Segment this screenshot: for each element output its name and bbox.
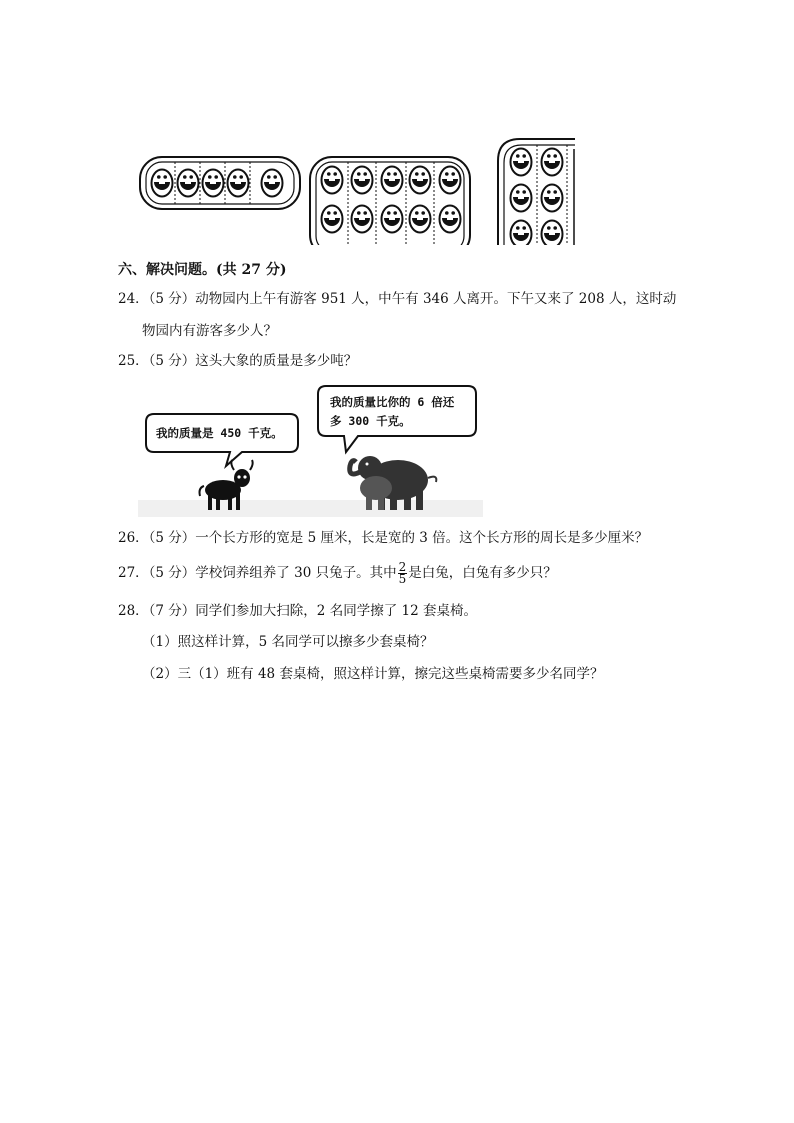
question-28-sub-2: （2）三（1）班有 48 套桌椅，照这样计算，擦完这些桌椅需要多少名同学？ <box>142 666 604 682</box>
cow-bubble-text: 我的质量是 450 千克。 <box>156 426 283 440</box>
egg-carton-3 <box>498 139 575 245</box>
elephant-bubble-text-line-2: 多 300 千克。 <box>330 414 411 428</box>
egg-carton-2 <box>310 157 470 245</box>
elephant-bubble-text-line-1: 我的质量比你的 6 倍还 <box>330 395 455 409</box>
fraction-two-fifths: $\frac{2}{5}$ <box>398 560 407 586</box>
question-25: 25．（5 分）这头大象的质量是多少吨？ <box>118 353 358 369</box>
question-28-sub-1: （1）照这样计算，5 名同学可以擦多少套桌椅？ <box>142 634 434 650</box>
question-27-before: 27．（5 分）学校饲养组养了 30 只兔子。其中 <box>118 565 397 581</box>
section-heading: 六、解决问题。(共 27 分) <box>118 262 287 278</box>
egg-carton-1 <box>140 157 300 209</box>
question-26: 26．（5 分）一个长方形的宽是 5 厘米，长是宽的 3 倍。这个长方形的周长是多少厘米？ <box>118 530 649 546</box>
question-27 <box>118 562 557 585</box>
question-28: 28．（7 分）同学们参加大扫除，2 名同学擦了 12 套桌椅。 <box>118 603 477 619</box>
cow-elephant-illustration <box>138 382 483 517</box>
question-27-after: 是白兔，白兔有多少只？ <box>408 565 557 581</box>
question-24-line-1: 24．（5 分）动物园内上午有游客 951 人，中午有 346 人离开。下午又来了 208 人，这时动 <box>118 291 677 307</box>
question-24-line-2: 物园内有游客多少人？ <box>142 323 277 339</box>
egg-carton-illustration <box>130 135 580 245</box>
